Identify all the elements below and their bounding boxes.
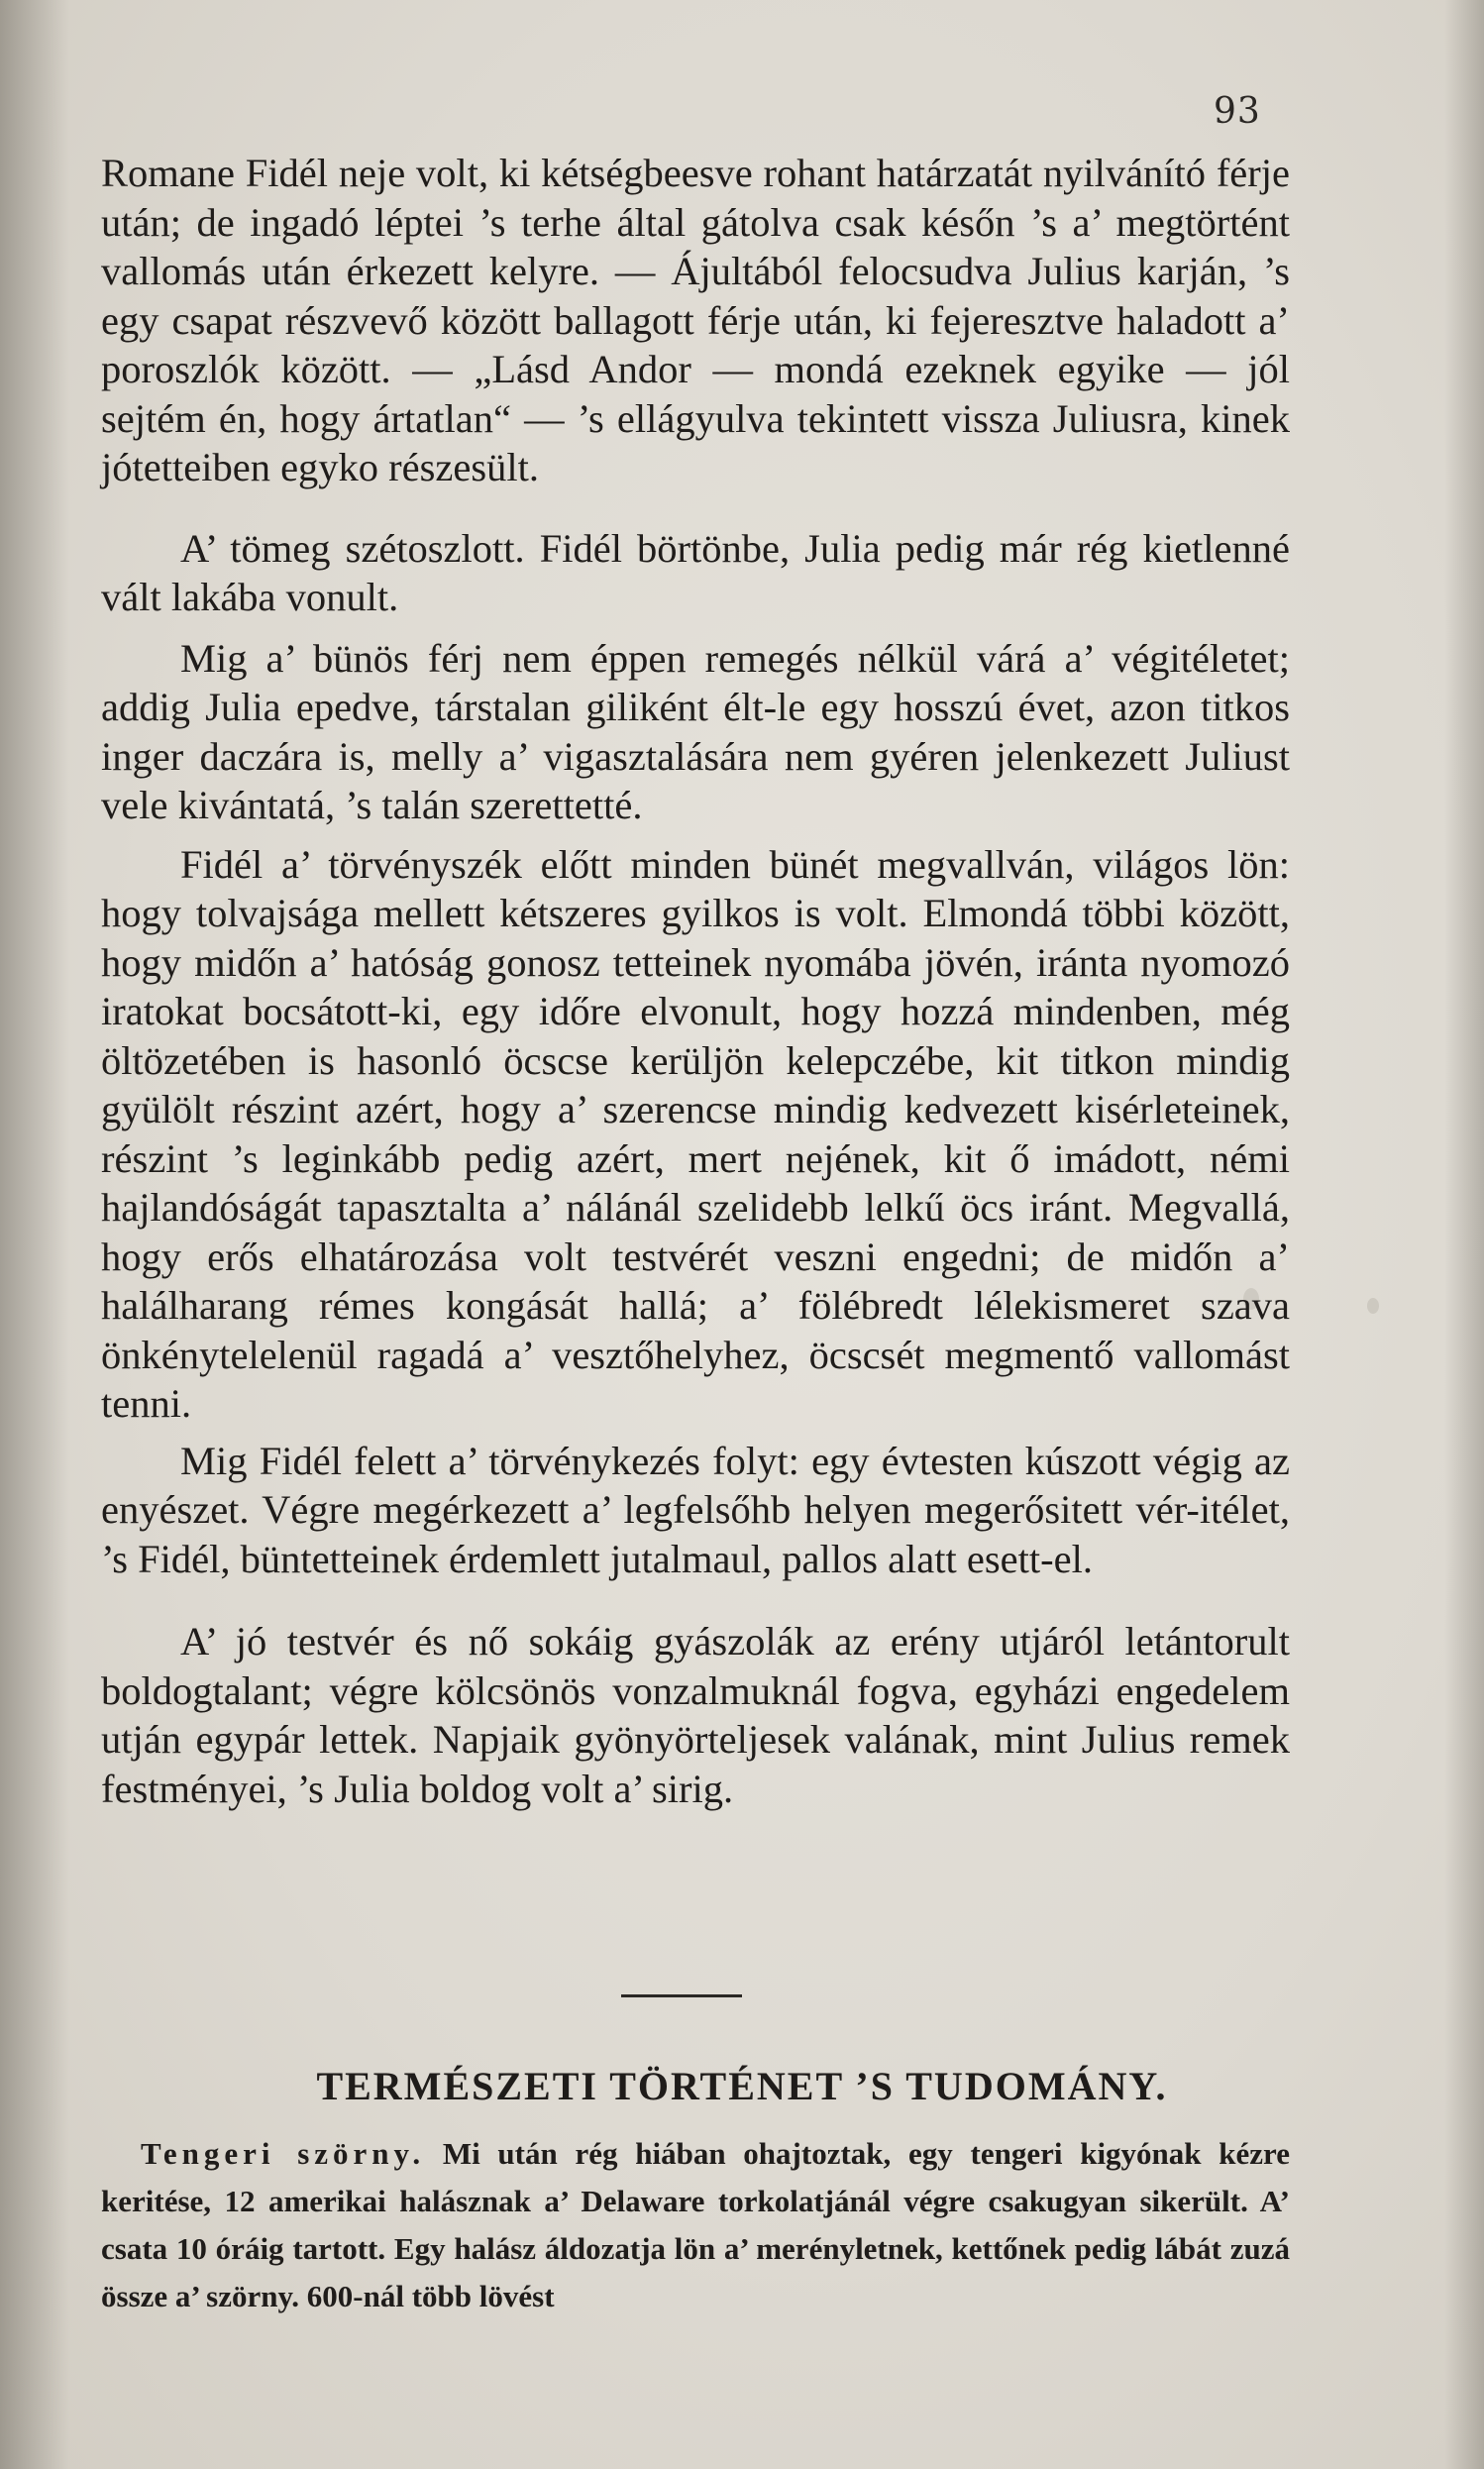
paragraph-3: Mig a’ bünös férj nem éppen remegés nélkül várá a’ végitéletet; addig Julia epedve, társtalan giliként élt-le egy hosszú évet, azon titkos inger daczára is, melly a’ vigasztalására nem gyéren jelenkezett Juliust vele kivántatá, ’s talán szerettetté.	[101, 635, 1290, 827]
paper-stain	[1367, 1298, 1379, 1314]
main-text	[101, 149, 1290, 1813]
section-divider	[621, 1994, 742, 1997]
paragraph-4: Fidél a’ törvényszék előtt minden bünét megvallván, világos lön: hogy tolvajsága mellett kétszeres gyilkos is volt. Elmondá többi között, hogy midőn a’ hatóság gonosz tetteinek nyomába jövén, iránta nyomozó iratokat bocsátott-ki, egy időre elvonult, hogy hozzá mindenben, még öltözetében is hasonló öcscse kerüljön kelepczébe, kit titkon mindig gyülölt részint azért, hogy a’ szerencse mindig kedvezett kisérleteinek, részint ’s leginkább pedig azért, mert nejének, kit ő imádott, némi hajlandóságát tapasztalta a’ nálánál szelidebb lelkű öcs iránt. Megvallá, hogy erős elhatározása volt testvérét veszni engedni; de midőn a’ halálharang rémes kongását hallá; a’ fölébredt lélekismeret szava önkénytelelenül ragadá a’ vesztőhelyhez, öcscsét megmentő vallomást tenni.	[101, 841, 1290, 1426]
paragraph-1: Romane Fidél neje volt, ki kétségbeesve rohant határzatát nyilvánító férje után; de ingadó léptei ’s terhe által gátolva csak későn ’s a’ megtörtént vallomás után érkezett kelyre. — Ájultából felocsudva Julius karján, ’s egy csapat részvevő között ballagott férje után, ki fejeresztve haladott a’ poroszlók között. — „Lásd Andor — mondá ezeknek egyike — jól sejtém én, hogy ártatlan“ — ’s ellágyulva tekintett vissza Juliusra, kinek jótetteiben egyko részesült.	[101, 151, 1290, 489]
section-title: TERMÉSZETI TÖRTÉNET ’S TUDOMÁNY.	[316, 2064, 1168, 2108]
section-paragraph	[101, 2130, 1290, 2320]
section-body: Mi után rég hiában ohajtoztak, egy tengeri kigyónak kézre keritése, 12 amerikai halásznak a’ Delaware torkolatjánál végre csakugyan sikerült. A’ csata 10 óráig tartott. Egy halász áldozatja lön a’ merényletnek, kettőnek pedig lábát zuzá össze a’ szörny. 600-nál több lövést	[101, 2136, 1291, 2313]
section-lead: Tengeri szörny.	[141, 2136, 426, 2171]
paragraph-5: Mig Fidél felett a’ törvénykezés folyt: egy évtesten kúszott végig az enyészet. Végre megérkezett a’ legfelsőhb helyen megerősitett vér-itélet, ’s Fidél, büntetteinek érdemlett jutalmaul, pallos alatt esett-el.	[101, 1438, 1290, 1581]
paragraph-2: A’ tömeg szétoszlott. Fidél börtönbe, Julia pedig már rég kietlenné vált lakába vonult.	[101, 525, 1290, 619]
section-text	[101, 2130, 1290, 2320]
page-number: 93	[1214, 91, 1261, 132]
paragraph-6: A’ jó testvér és nő sokáig gyászolák az erény utjáról letántorult boldogtalant; végre kölcsönös vonzalmuknál fogva, egyházi engedelem utján egypár lettek. Napjaik gyönyörteljesek valának, mint Julius remek festményei, ’s Julia boldog volt a’ sirig.	[101, 1619, 1290, 1811]
